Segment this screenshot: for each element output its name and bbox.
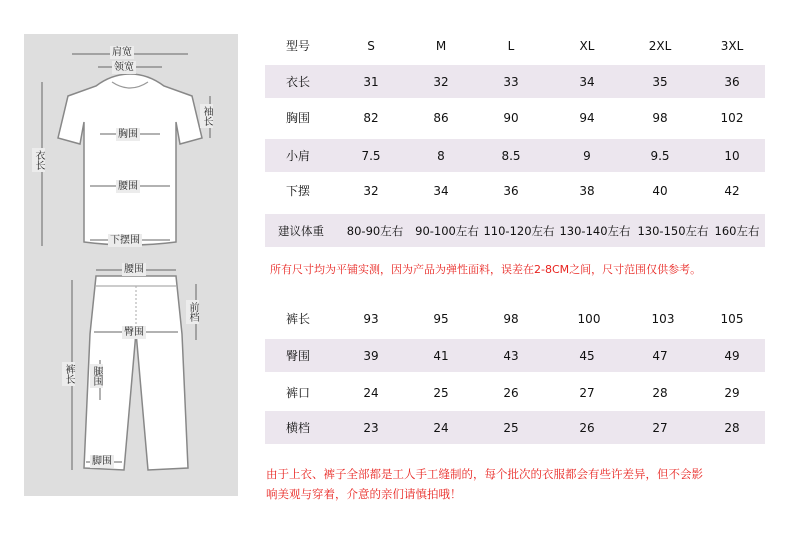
measurement-diagram (24, 34, 238, 496)
cell-value: 98 (652, 110, 668, 125)
cell-value: 45 (579, 348, 595, 363)
header-size-s: S (367, 38, 375, 53)
header-size-3xl: 3XL (720, 38, 744, 53)
cell-value: 93 (363, 311, 379, 326)
cell-value: 32 (433, 74, 449, 89)
cell-value: 26 (503, 385, 519, 400)
cell-value: 33 (503, 74, 519, 89)
table-row (265, 339, 765, 372)
cell-value: 90-100左右 (415, 223, 479, 238)
label-sleeve: 袖长 (201, 106, 212, 126)
cell-value: 41 (433, 348, 449, 363)
label-front-rise: 前档 (187, 302, 198, 322)
label-hem: 下摆围 (110, 235, 140, 246)
measurement-note: 所有尺寸均为平铺实测，因为产品为弹性面料，误差在2-8CM之间，尺寸范围仅供参考。 (270, 263, 702, 276)
cell-value: 7.5 (361, 148, 381, 163)
label-pants-length: 裤长 (63, 364, 74, 384)
row-label: 裤口 (285, 386, 310, 400)
header-size-m: M (435, 38, 447, 53)
cell-value: 24 (363, 385, 379, 400)
label-leg-opening: 脚围 (92, 456, 112, 467)
cell-value: 130-150左右 (637, 223, 709, 238)
cell-value: 27 (652, 420, 668, 435)
row-label: 裤长 (285, 312, 310, 326)
cell-value: 98 (503, 311, 519, 326)
label-waistband: 腰围 (124, 264, 144, 275)
cell-value: 34 (579, 74, 595, 89)
label-chest: 胸围 (118, 129, 138, 140)
cell-value: 80-90左右 (346, 223, 404, 238)
cell-value: 31 (363, 74, 379, 89)
cell-value: 94 (579, 110, 595, 125)
handmade-note (266, 464, 703, 504)
tshirt-shape (58, 74, 202, 245)
table-row (265, 101, 765, 134)
cell-value: 9 (583, 148, 591, 163)
cell-value: 47 (652, 348, 668, 363)
label-waist: 腰围 (118, 181, 138, 192)
cell-value: 86 (433, 110, 449, 125)
handmade-note-line1: 由于上衣、裤子全部都是工人手工缝制的，每个批次的衣服都会有些许差异，但不会影 (266, 467, 703, 481)
label-hip: 臀围 (124, 327, 144, 338)
cell-value: 39 (363, 348, 379, 363)
cell-value: 8 (437, 148, 445, 163)
cell-value: 82 (363, 110, 379, 125)
cell-value: 90 (503, 110, 519, 125)
cell-value: 95 (433, 311, 449, 326)
cell-value: 105 (720, 311, 744, 326)
cell-value: 36 (503, 183, 519, 198)
cell-value: 25 (503, 420, 519, 435)
cell-value: 34 (433, 183, 449, 198)
table-row (265, 376, 765, 409)
cell-value: 28 (724, 420, 740, 435)
table-row (265, 302, 765, 335)
table-row (265, 411, 765, 444)
row-label: 下摆 (285, 184, 310, 198)
cell-value: 100 (577, 311, 601, 326)
row-label: 横档 (285, 421, 310, 435)
cell-value: 32 (363, 183, 379, 198)
cell-value: 130-140左右 (559, 223, 631, 238)
cell-value: 36 (724, 74, 740, 89)
row-label: 臀围 (285, 349, 310, 363)
cell-value: 110-120左右 (483, 223, 555, 238)
cell-value: 42 (724, 183, 740, 198)
table-row (265, 214, 765, 247)
handmade-note-line2: 响美观与穿着，介意的亲们请慎拍哦！ (266, 487, 462, 501)
cell-value: 49 (724, 348, 740, 363)
cell-value: 29 (724, 385, 740, 400)
table-header-row (265, 29, 765, 62)
table-row (265, 139, 765, 172)
cell-value: 43 (503, 348, 519, 363)
label-shoulder: 肩宽 (112, 47, 132, 58)
cell-value: 8.5 (501, 148, 521, 163)
cell-value: 26 (579, 420, 595, 435)
table-row (265, 65, 765, 98)
row-label: 建议体重 (278, 223, 324, 238)
header-model: 型号 (285, 39, 310, 53)
cell-value: 9.5 (650, 148, 670, 163)
label-thigh: 腿围 (91, 366, 102, 386)
cell-value: 35 (652, 74, 668, 89)
cell-value: 160左右 (714, 223, 760, 238)
row-label: 小肩 (285, 149, 310, 163)
header-size-xl: XL (579, 38, 595, 53)
cell-value: 23 (363, 420, 379, 435)
label-collar: 领宽 (114, 62, 134, 73)
row-label: 衣长 (285, 75, 310, 89)
cell-value: 102 (720, 110, 744, 125)
cell-value: 28 (652, 385, 668, 400)
cell-value: 25 (433, 385, 449, 400)
cell-value: 24 (433, 420, 449, 435)
cell-value: 38 (579, 183, 595, 198)
cell-value: 40 (652, 183, 668, 198)
table-row (265, 174, 765, 207)
row-label: 胸围 (285, 111, 310, 125)
header-size-l: L (507, 38, 515, 53)
cell-value: 10 (724, 148, 740, 163)
label-body-length: 衣长 (33, 150, 44, 170)
cell-value: 27 (579, 385, 595, 400)
header-size-2xl: 2XL (648, 38, 672, 53)
cell-value: 103 (651, 311, 675, 326)
